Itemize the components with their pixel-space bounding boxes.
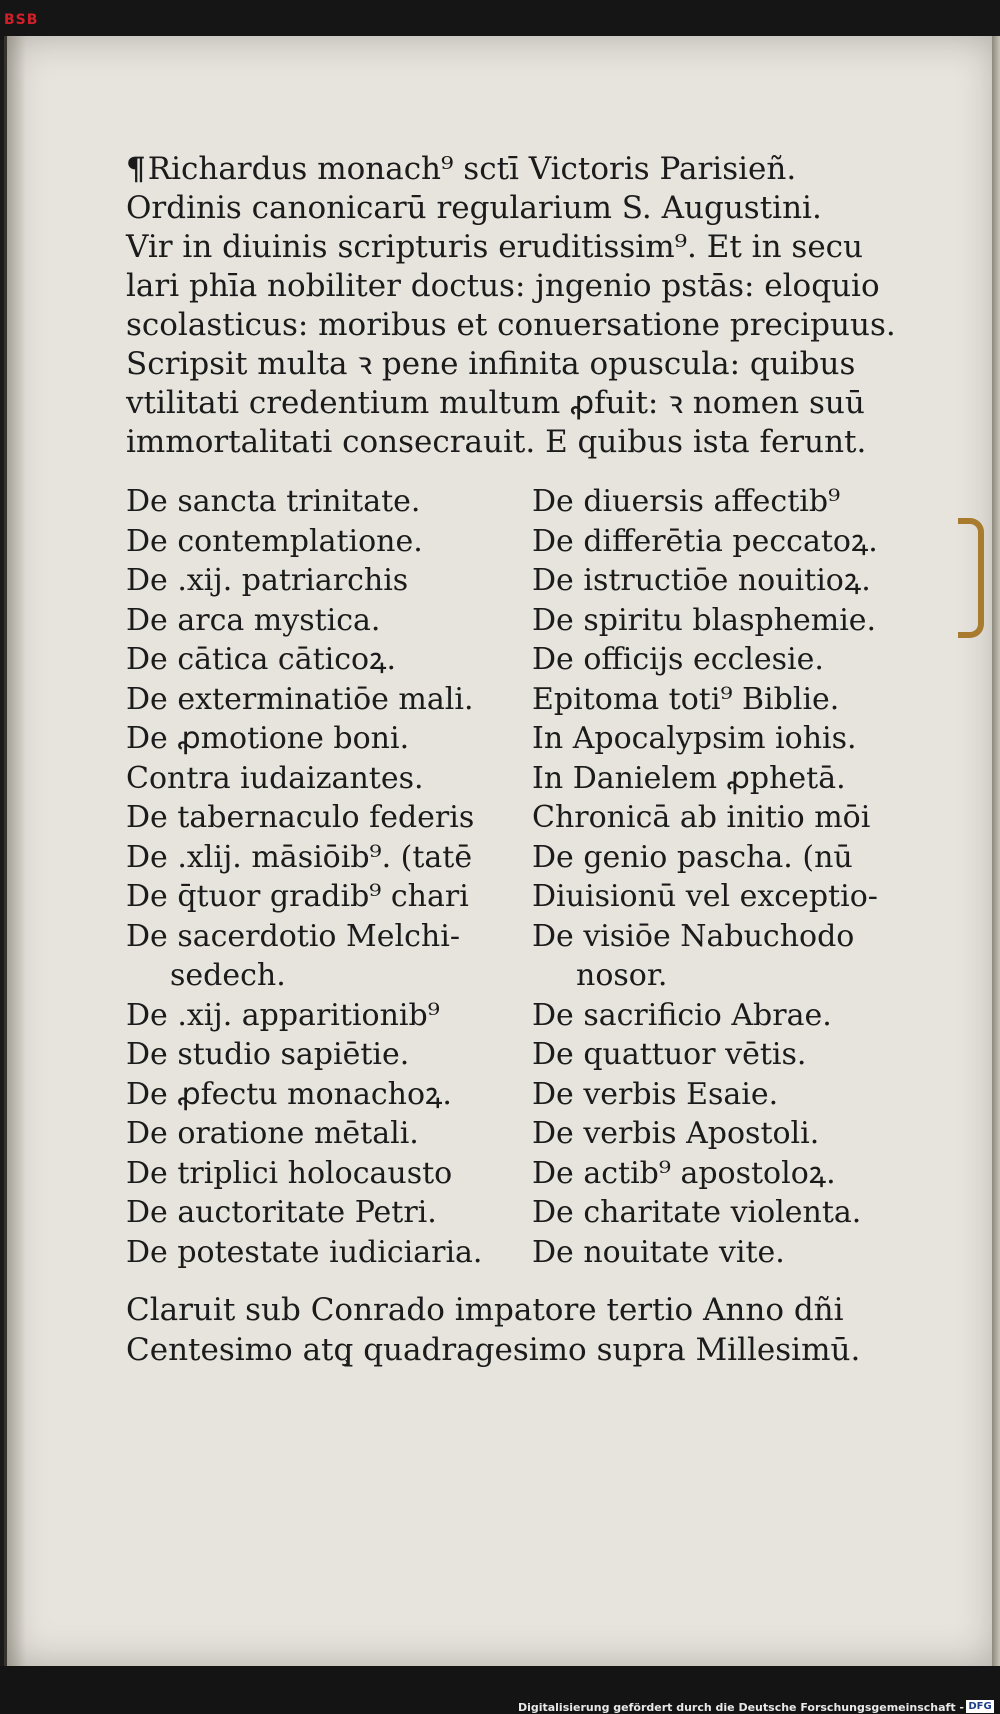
library-mark: BSB (4, 12, 39, 28)
work-title: De tabernaculo federis (126, 800, 475, 835)
works-column-left (126, 482, 516, 1272)
work-title: De charitate violenta. (532, 1195, 862, 1230)
work-title: De diuersis affectib⁹ (532, 484, 841, 519)
work-title: De ꝓfectu monachoꝝ. (126, 1076, 452, 1112)
closing-line: Claruit sub Conrado impatore tertio Anno dñi (126, 1292, 844, 1328)
work-title: De actib⁹ apostoloꝝ. (532, 1155, 836, 1191)
work-title: De studio sapiētie. (126, 1037, 410, 1072)
paragraph-line: Vir in diuinis scripturis eruditissim⁹. Et in secu (126, 229, 863, 265)
work-title: De arca mystica. (126, 602, 381, 638)
work-title: De differētia peccatoꝝ. (532, 523, 878, 559)
work-title: De sancta trinitate. (126, 484, 421, 519)
work-title: De visiōe Nabuchodo (532, 918, 855, 954)
work-title: De verbis Apostoli. (532, 1116, 820, 1151)
paragraph-line: ¶Richardus monach⁹ sctī Victoris Parisieñ. (126, 151, 797, 187)
work-title: De officijs ecclesie. (532, 642, 824, 677)
work-title: De ꝓmotione boni. (126, 721, 410, 756)
works-column-right (532, 482, 912, 1272)
dfg-logo-icon: DFG (966, 1700, 994, 1713)
work-title: De verbis Esaie. (532, 1076, 779, 1112)
work-title: De spiritu blasphemie. (532, 602, 877, 638)
work-title: De sacerdotio Melchi- (126, 918, 460, 954)
work-title: De .xij. patriarchis (126, 563, 409, 598)
work-title: De nouitate vite. (532, 1234, 785, 1270)
work-title: De potestate iudiciaria. (126, 1234, 483, 1270)
work-title: De contemplatione. (126, 523, 423, 559)
work-title: De quattuor vētis. (532, 1037, 807, 1072)
closing-paragraph (126, 1290, 906, 1370)
paragraph-line: scolasticus: moribus et conuersatione precipuus. (126, 307, 896, 343)
pilcrow-icon: ¶ (126, 151, 146, 187)
work-title: De oratione mētali. (126, 1116, 419, 1151)
closing-line: Centesimo atq̧ quadragesimo supra Millesimū. (126, 1332, 861, 1368)
work-title: De istructiōe nouitioꝝ. (532, 563, 871, 598)
work-title: De .xij. apparitionib⁹ (126, 997, 440, 1033)
work-title: In Apocalypsim iohis. (532, 721, 857, 756)
work-title: De triplici holocausto (126, 1155, 453, 1191)
work-title-continuation: sedech. (170, 958, 286, 993)
work-title: De genio pascha. (nū (532, 839, 853, 875)
entry-paragraph (126, 150, 906, 462)
scan-top-border (0, 0, 1000, 40)
work-title: Chronicā ab initio mōi (532, 800, 871, 835)
page-edge (992, 36, 1000, 1666)
bookmark-ribbon (958, 518, 984, 638)
funding-credit: Digitalisierung gefördert durch die Deutsche Forschungsgemeinschaft - (517, 1701, 964, 1714)
work-title: De exterminatiōe mali. (126, 681, 474, 717)
paragraph-line: immortalitati consecrauit. E quibus ista ferunt. (126, 424, 867, 460)
work-title: Diuisionū vel exceptio- (532, 879, 878, 914)
work-title: De cātica cāticoꝝ. (126, 642, 396, 677)
work-title: De .xlij. māsiōib⁹. (tatē (126, 839, 473, 875)
paragraph-line: Ordinis canonicarū regularium S. Augustini. (126, 190, 822, 226)
work-title: In Danielem ꝓphetā. (532, 760, 846, 796)
work-title-continuation: nosor. (576, 958, 668, 993)
gutter-shadow (4, 36, 26, 1666)
paragraph-line: lari phīa nobiliter doctus: jngenio pstās: eloquio (126, 268, 880, 304)
work-title: Contra iudaizantes. (126, 760, 424, 796)
work-title: De auctoritate Petri. (126, 1195, 437, 1230)
work-title: Epitoma toti⁹ Biblie. (532, 681, 840, 717)
paragraph-line: vtilitati credentium multum ꝓfuit: ꝛ nomen suū (126, 385, 865, 421)
work-title: De q̄tuor gradib⁹ chari (126, 879, 469, 914)
paragraph-line: Scripsit multa ꝛ pene infinita opuscula: quibus (126, 346, 856, 382)
work-title: De sacrificio Abrae. (532, 997, 832, 1033)
